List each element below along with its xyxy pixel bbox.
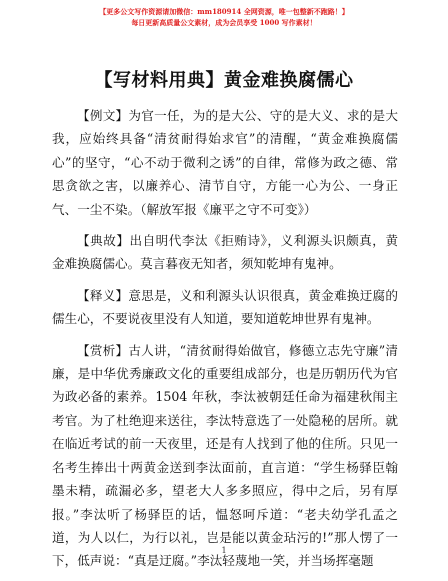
page-number: 1: [221, 546, 227, 555]
paragraph-label: 【典故】: [77, 233, 130, 249]
paragraph-appreciation: [52, 339, 398, 573]
paragraph-text: 意思是，义和利源头认识很真，黄金难换迂腐的儒生心，不要说夜里没有人知道，要知道乾坤世界有鬼神。: [52, 287, 399, 327]
promo-banner-line-2: 每日更新高质量公文素材，成为会员享受 1000 写作素材！: [131, 18, 317, 27]
paragraph-example: [52, 104, 398, 221]
paragraph-label: 【释义】: [77, 287, 129, 303]
paragraph-text: 出自明代李汰《拒贿诗》，义利源头识颇真，黄金难换腐儒心。莫言暮夜无知者，须知乾坤有鬼神。: [52, 233, 398, 272]
promo-banner: [0, 6, 448, 28]
paragraph-text: 为官一任，为的是大公、守的是大义、求的是大我，应始终具备“清贫耐得始求官”的清醒，“黄金难换腐儒心”的坚守，“心不动于微利之诱”的自律，常修为政之德、常思贪欲之害，以廉养心、清节自守，方能一心为公、一身正气、一尘不染。（解放军报《廉平之守不可变》）: [52, 108, 399, 217]
paragraph-meaning: [52, 284, 398, 331]
article-title: 【写材料用典】黄金难换腐儒心: [94, 70, 354, 91]
paragraph-text: 古人讲，“清贫耐得始做官，修德立志先守廉”清廉，是中华优秀廉政文化的重要组成部分，也是历朝历代为官为政必备的素养。1504 年秋，李汰被朝廷任命为福建秋闱主考官。为了杜绝迎来送往，李汰特意选了一处隐秘的居所。就在临近考试的前一天夜里，还是有人找到了他的住所。只见一名考生捧出十两黄金送到李汰面前，直言道：“学生杨驿臣翰墨未精，疏漏必多，望老大人多多照应，得中之后，另有厚报。”李汰听了杨驿臣的话，愠怒呵斥道：“老夫幼学孔孟之道，为人以仁，为行以礼，岂是能以黄金玷污的!”那人愣了一下，低声说：“真是迂腐。”李汰轻蔑地一笑，并当场挥毫题: [52, 342, 398, 569]
promo-banner-line-1: 【更多公文写作资源请加微信：mm180914 全网资源，唯一包整新不跑路！】: [99, 7, 349, 16]
paragraph-allusion: [52, 229, 398, 276]
article-body: [52, 104, 398, 581]
paragraph-label: 【赏析】: [77, 342, 129, 358]
paragraph-label: 【例文】: [77, 108, 129, 123]
